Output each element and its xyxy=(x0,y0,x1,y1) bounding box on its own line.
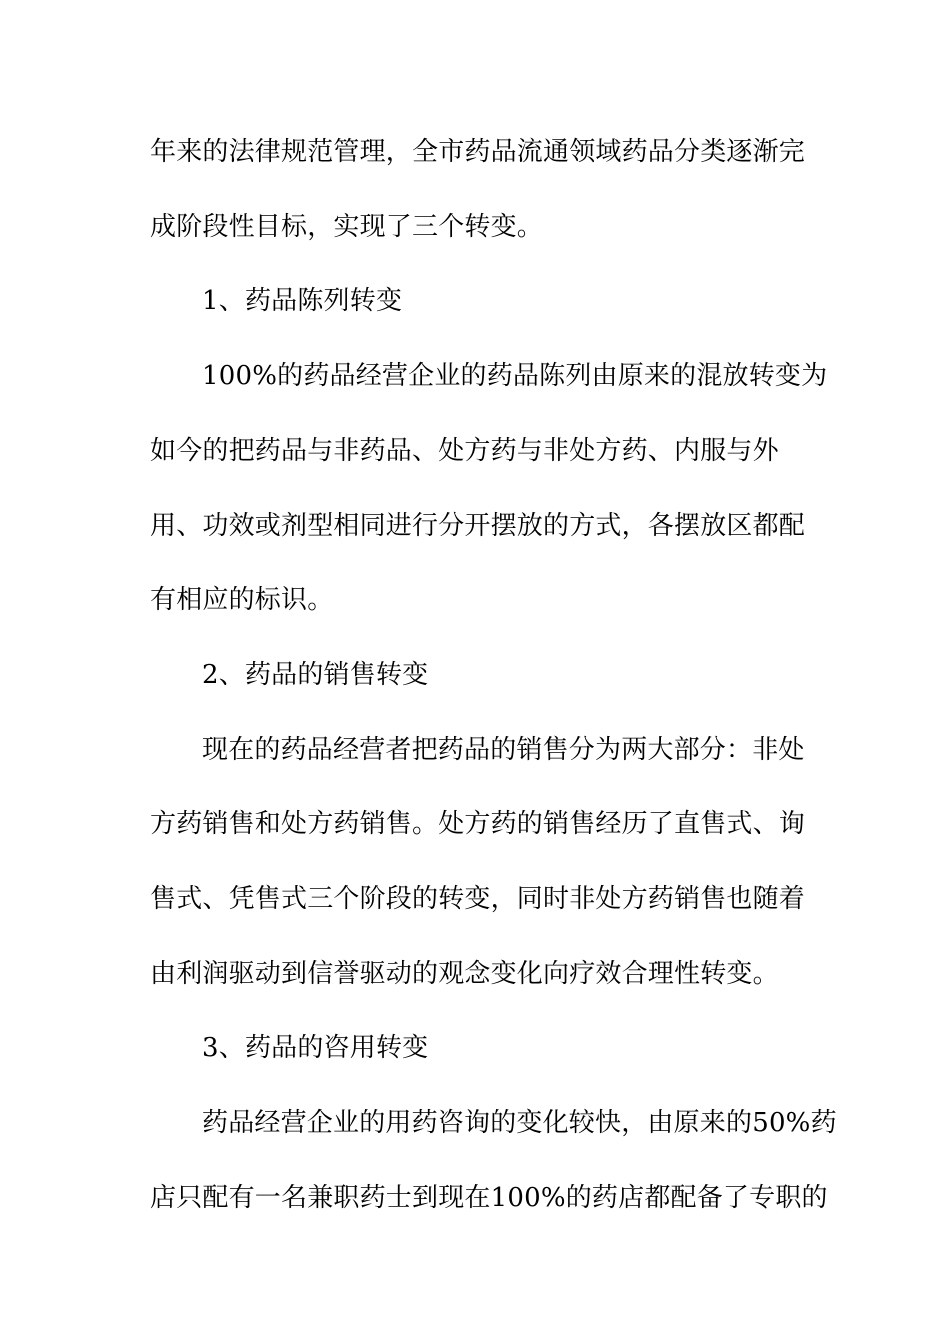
paragraph-line: 由利润驱动到信誉驱动的观念变化向疗效合理性转变。 xyxy=(150,959,779,989)
paragraph-line: 年来的法律规范管理，全市药品流通领域药品分类逐渐完 xyxy=(150,137,806,167)
paragraph-line: 如今的把药品与非药品、处方药与非处方药、内服与外 xyxy=(150,436,779,466)
paragraph-line: 用、功效或剂型相同进行分开摆放的方式，各摆放区都配 xyxy=(150,511,806,541)
paragraph-line: 有相应的标识。 xyxy=(150,585,334,615)
paragraph-line: 100%的药品经营企业的药品陈列由原来的混放转变为 xyxy=(202,361,828,391)
section-heading: 1、药品陈列转变 xyxy=(202,286,403,316)
paragraph-line: 店只配有一名兼职药士到现在100%的药店都配备了专职的 xyxy=(150,1183,828,1213)
paragraph-line: 药品经营企业的用药咨询的变化较快，由原来的50%药 xyxy=(202,1108,837,1138)
section-heading: 2、药品的销售转变 xyxy=(202,660,429,690)
paragraph-line: 现在的药品经营者把药品的销售分为两大部分：非处 xyxy=(202,735,805,765)
paragraph-line: 成阶段性目标，实现了三个转变。 xyxy=(150,212,544,242)
section-heading: 3、药品的咨用转变 xyxy=(202,1033,429,1063)
paragraph-line: 方药销售和处方药销售。处方药的销售经历了直售式、询 xyxy=(150,809,806,839)
paragraph-line: 售式、凭售式三个阶段的转变，同时非处方药销售也随着 xyxy=(150,884,806,914)
